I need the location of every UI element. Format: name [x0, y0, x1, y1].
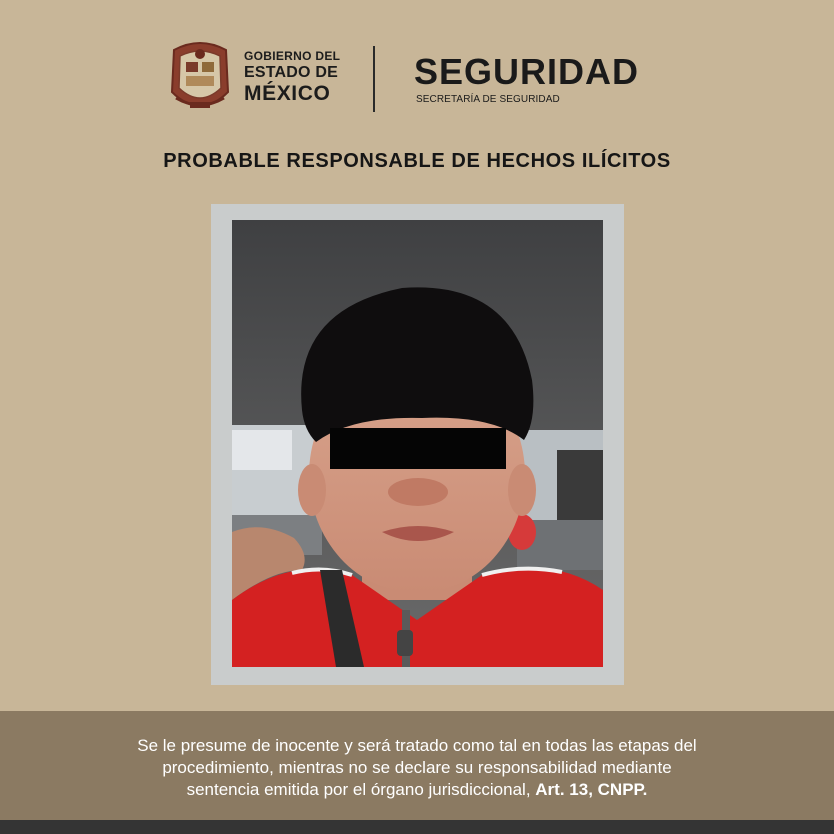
government-name — [244, 50, 340, 104]
legal-notice-line-3 — [0, 779, 834, 801]
suspect-photo — [232, 220, 603, 667]
header — [0, 36, 834, 120]
agency-title: SEGURIDAD — [414, 51, 640, 92]
gov-line-1: GOBIERNO DEL — [244, 49, 341, 63]
bottom-bar — [0, 820, 834, 834]
gov-line-3: MÉXICO — [244, 82, 331, 105]
legal-notice-band — [0, 711, 834, 820]
legal-notice — [0, 735, 834, 801]
photo-frame — [211, 204, 624, 685]
legal-notice-line-3-text: sentencia emitida por el órgano jurisdiccional, — [186, 780, 536, 799]
legal-article-reference: Art. 13, CNPP. — [535, 780, 648, 799]
page-title: PROBABLE RESPONSABLE DE HECHOS ILÍCITOS — [163, 150, 671, 172]
coat-of-arms-icon — [166, 40, 234, 114]
legal-notice-line-2: procedimiento, mientras no se declare su responsabilidad mediante — [162, 758, 672, 777]
censor-bar — [330, 428, 506, 469]
header-divider — [373, 46, 375, 112]
legal-notice-line-1: Se le presume de inocente y será tratado como tal en todas las etapas del — [137, 736, 697, 755]
agency-subtitle: SECRETARÍA DE SEGURIDAD — [416, 94, 560, 105]
gov-line-2: ESTADO DE — [244, 64, 338, 81]
